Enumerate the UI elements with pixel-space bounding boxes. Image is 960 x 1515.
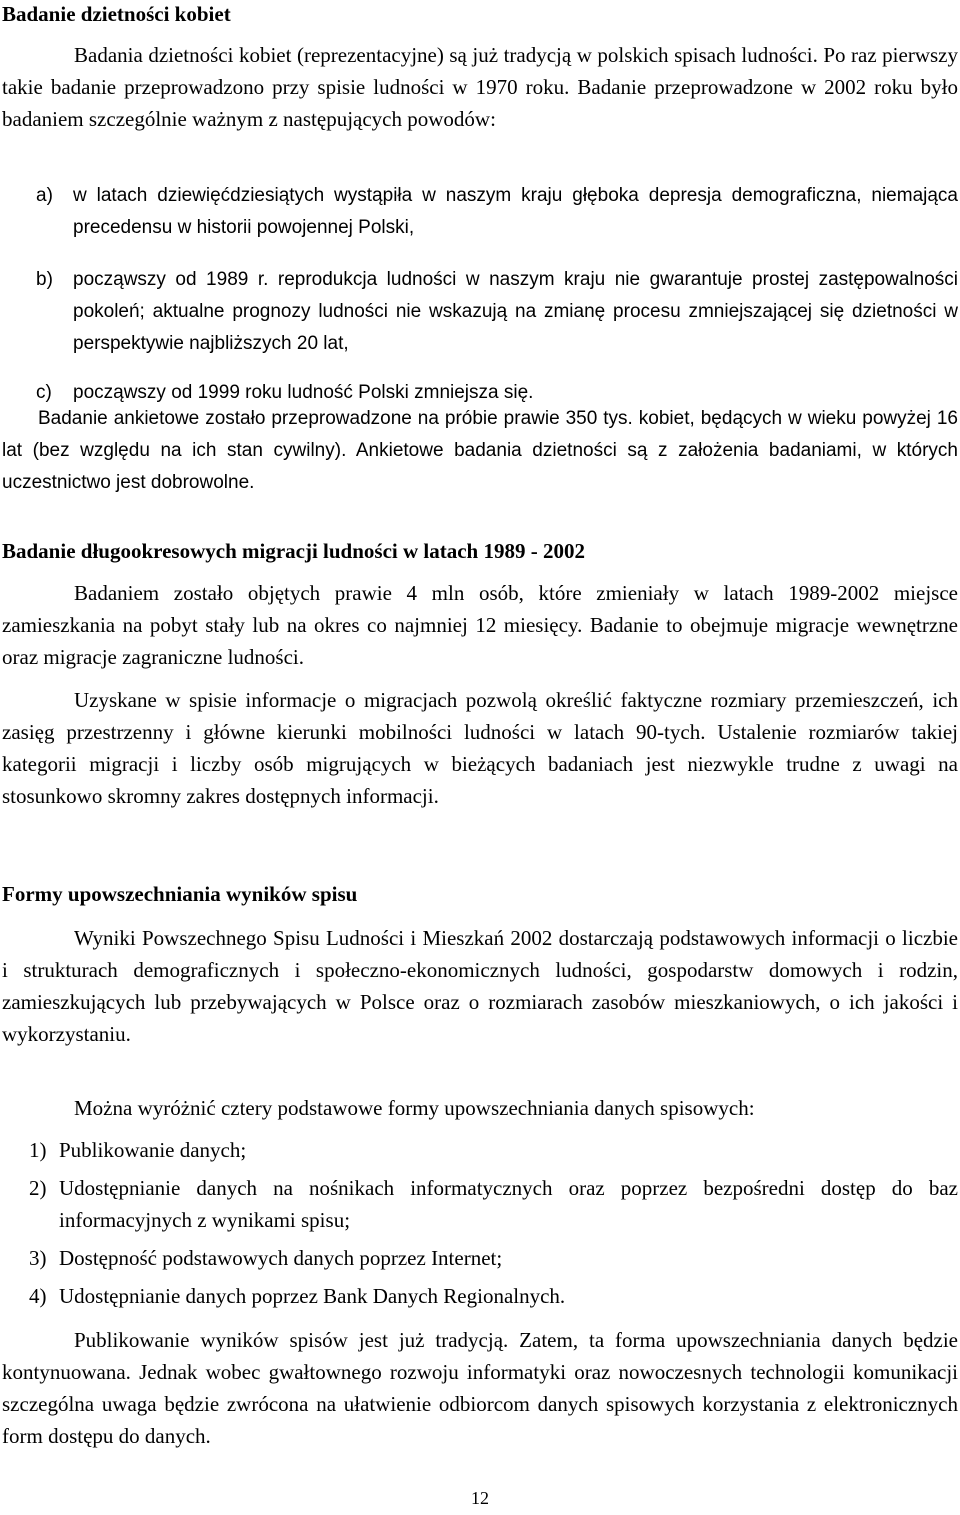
- section-heading-migration: Badanie długookresowych migracji ludności w latach 1989 - 2002: [2, 539, 585, 563]
- list-item-text: począwszy od 1989 r. reprodukcja ludności w naszym kraju nie gwarantuje prostej zastępowalności pokoleń; aktualne prognozy ludności nie wskazują na zmianę procesu zmniejszającej się dzietności w perspektywie najbliższych 20 lat,: [73, 269, 958, 354]
- paragraph-migration-1: Badaniem zostało objętych prawie 4 mln osób, które zmieniały w latach 1989-2002 miejsce zamieszkania na pobyt stały lub na okres co najmniej 12 miesięcy. Badanie to obejmuje migracje wewnętrzne oraz migracje zagraniczne ludności.: [2, 581, 958, 669]
- list-marker: 2): [29, 1176, 47, 1200]
- list-fertility-reasons: [2, 180, 958, 409]
- list-item: [2, 1280, 958, 1312]
- paragraph-dissemination-2: Można wyróżnić cztery podstawowe formy upowszechniania danych spisowych:: [74, 1096, 755, 1120]
- paragraph-dissemination-3: Publikowanie wyników spisów jest już tradycją. Zatem, ta forma upowszechniania danych będzie kontynuowana. Jednak wobec gwałtownego rozwoju informatyki oraz nowoczesnych technologii komunikacji szczególna uwaga będzie zwrócona na ułatwienie odbiorcom danych spisowych korzystania z elektronicznych form dostępu do danych.: [2, 1328, 958, 1448]
- list-item-text: Publikowanie danych;: [59, 1138, 247, 1162]
- list-item-text: Udostępnianie danych na nośnikach informatycznych oraz poprzez bezpośredni dostęp do baz informacyjnych z wynikami spisu;: [59, 1176, 958, 1232]
- list-marker: c): [36, 382, 52, 403]
- list-item: [2, 1242, 958, 1280]
- list-item-text: począwszy od 1999 roku ludność Polski zmniejsza się.: [73, 382, 534, 403]
- list-item-text: Udostępnianie danych poprzez Bank Danych Regionalnych.: [59, 1284, 566, 1308]
- list-item: [2, 264, 958, 377]
- list-marker: a): [36, 185, 53, 206]
- section-heading-fertility: Badanie dzietności kobiet: [2, 2, 231, 26]
- paragraph-survey: Badanie ankietowe zostało przeprowadzone na próbie prawie 350 tys. kobiet, będących w wieku powyżej 16 lat (bez względu na ich stan cywilny). Ankietowe badania dzietności są z założenia badaniami, w których uczestnictwo jest dobrowolne.: [2, 408, 958, 493]
- list-marker: b): [36, 269, 53, 290]
- list-marker: 1): [29, 1138, 47, 1162]
- list-item: [2, 1134, 958, 1172]
- list-item-text: Dostępność podstawowych danych poprzez Internet;: [59, 1246, 503, 1270]
- paragraph-fertility-intro: Badania dzietności kobiet (reprezentacyjne) są już tradycją w polskich spisach ludności. Po raz pierwszy takie badanie przeprowadzono przy spisie ludności w 1970 roku. Badanie przeprowadzone w 2002 roku było badaniem szczególnie ważnym z następujących powodów:: [2, 43, 958, 131]
- list-item: [2, 1172, 958, 1242]
- list-item-text: w latach dziewięćdziesiątych wystąpiła w naszym kraju głęboka depresja demograficzna, niemająca precedensu w historii powojennej Polski,: [73, 185, 958, 238]
- paragraph-dissemination-1: Wyniki Powszechnego Spisu Ludności i Mieszkań 2002 dostarczają podstawowych informacji o liczbie i strukturach demograficznych i społeczno-ekonomicznych ludności, gospodarstw domowych i rodzin, zamieszkujących lub przebywających w Polsce oraz o rozmiarach zasobów mieszkaniowych, o ich jakości i wykorzystaniu.: [2, 926, 958, 1046]
- paragraph-migration-2: Uzyskane w spisie informacje o migracjach pozwolą określić faktyczne rozmiary przemieszczeń, ich zasięg przestrzenny i główne kierunki mobilności ludności w latach 90-tych. Ustalenie rozmiarów takiej kategorii migracji i liczby osób migrujących w bieżących badaniach jest niezwykle trudne z uwagi na stosunkowo skromny zakres dostępnych informacji.: [2, 688, 958, 808]
- list-dissemination-forms: [2, 1134, 958, 1312]
- list-item: [2, 180, 958, 264]
- list-marker: 3): [29, 1246, 47, 1270]
- section-heading-dissemination: Formy upowszechniania wyników spisu: [2, 882, 358, 906]
- list-marker: 4): [29, 1284, 47, 1308]
- page-number: 12: [471, 1488, 489, 1508]
